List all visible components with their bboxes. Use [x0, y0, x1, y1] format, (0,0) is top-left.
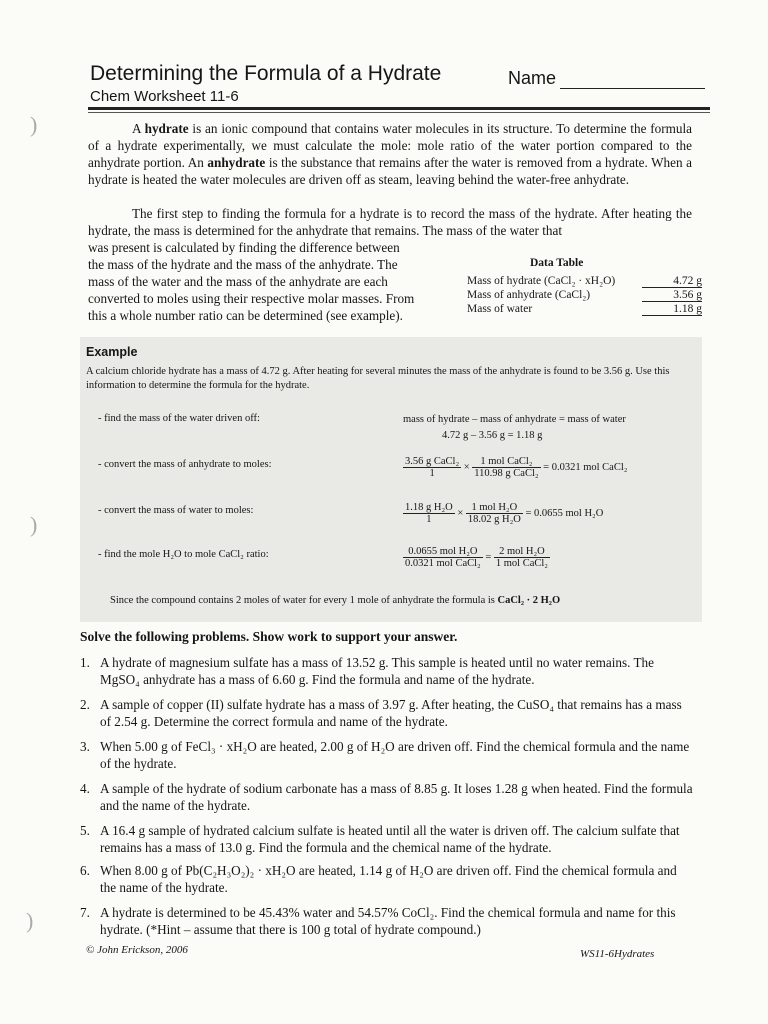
- data-table-row: [467, 289, 702, 302]
- binder-hole-mark: ): [30, 112, 38, 137]
- intro-paragraph-1: A hydrate is an ionic compound that contains water molecules in its structure. To determine the formula of a hydrate experimentally, we must calculate the mole: mole ratio of the water portion compared to the anhydrate portion. An anhydrate is the substance that remains after the water is removed from a hydrate. When a hydrate is heated the water molecules are driven off as steam, leaving behind the water-free anhydrate.: [88, 121, 692, 187]
- problem-item: 2. A sample of copper (II) sulfate hydrate has a mass of 3.97 g. After heating, the CuSO₄ that remains has a mass of 2.54 g. Determine the correct formula and name of the hydrate.: [80, 697, 682, 729]
- worksheet-title: Determining the Formula of a Hydrate: [90, 62, 442, 85]
- problem-item: 1. A hydrate of magnesium sulfate has a mass of 13.52 g. This sample is heated until no water remains. The MgSO₄ anhydrate has a mass of 6.60 g. Find the formula and name of the hydrate.: [80, 655, 654, 687]
- example-heading: Example: [86, 345, 138, 359]
- data-table-value: 1.18 g: [642, 303, 702, 316]
- mole-ratio-calc: $\frac{\text{0.0655 mol H₂O}}{\text{0.0321 mol CaCl₂}}$ = $\frac{\text{2 mol H₂O}}{\text{1 mol CaCl₂}}$: [405, 546, 548, 569]
- data-table-value: 4.72 g: [642, 275, 702, 288]
- name-field: [508, 68, 705, 89]
- data-table-label: Mass of water: [467, 303, 533, 315]
- data-table-value: 3.56 g: [642, 289, 702, 302]
- example-step-1: - find the mass of the water driven off:: [98, 413, 260, 424]
- data-table-label: Mass of anhydrate (CaCl₂): [467, 289, 591, 301]
- term-hydrate: hydrate: [144, 121, 189, 136]
- data-table-row: [467, 303, 702, 316]
- water-moles-calc: $\frac{\text{1.18 g H₂O}}{1}$ × $\frac{\text{1 mol H₂O}}{\text{18.02 g H₂O}}$ = 0.0655 mol H₂O: [405, 502, 604, 525]
- water-mass-result: 4.72 g – 3.56 g = 1.18 g: [442, 430, 543, 441]
- problem-item: 5. A 16.4 g sample of hydrated calcium sulfate is heated until all the water is driven off. The calcium sulfate that remains has a mass of 13.0 g. Find the formula and the chemical name of the hydrate.: [80, 823, 680, 855]
- worksheet-subtitle: Chem Worksheet 11-6: [90, 88, 239, 105]
- intro-paragraph-2-line-5: this a whole number ratio can be determined (see example).: [88, 308, 403, 323]
- problem-item: 7. A hydrate is determined to be 45.43% water and 54.57% CoCl₂. Find the chemical formula and name for this hydrate. (*Hint – assume that there is 100 g total of hydrate compound.): [80, 905, 676, 937]
- problems-heading: Solve the following problems. Show work to support your answer.: [80, 629, 458, 644]
- example-conclusion: Since the compound contains 2 moles of water for every 1 mole of anhydrate the formula is CaCl₂ · 2 H₂O: [110, 595, 561, 606]
- hydrate-formula: CaCl₂ · 2 H₂O: [497, 595, 561, 606]
- data-table-title: Data Table: [530, 257, 584, 269]
- problem-item: 4. A sample of the hydrate of sodium carbonate has a mass of 8.85 g. It loses 1.28 g when heated. Find the formula and the name of the hydrate.: [80, 781, 693, 813]
- data-table-label: Mass of hydrate (CaCl₂ · xH₂O): [467, 275, 616, 287]
- intro-paragraph-2-line-4: converted to moles using their respective molar masses. From: [88, 291, 415, 306]
- water-mass-equation: mass of hydrate – mass of anhydrate = mass of water: [403, 414, 626, 425]
- problem-item: 3. When 5.00 g of FeCl₃ · xH₂O are heated, 2.00 g of H₂O are driven off. Find the chemical formula and the name of the hydrate.: [80, 739, 690, 771]
- header-rule-thick: [88, 107, 710, 110]
- term-anhydrate: anhydrate: [207, 155, 266, 170]
- data-table-row: [467, 275, 702, 288]
- intro-paragraph-2-line-1: was present is calculated by finding the difference between: [88, 240, 400, 255]
- copyright-footer: © John Erickson, 2006: [86, 944, 188, 956]
- example-step-4: - find the mole H₂O to mole CaCl₂ ratio:: [98, 549, 269, 560]
- intro-paragraph-2: The first step to finding the formula for a hydrate is to record the mass of the hydrate. After heating the hydrate, the mass is determined for the anhydrate that remains. The mass of the water that: [88, 206, 692, 238]
- header-rule-thin: [88, 112, 710, 113]
- example-step-3: - convert the mass of water to moles:: [98, 505, 254, 516]
- example-text: A calcium chloride hydrate has a mass of 4.72 g. After heating for several minutes the mass of the anhydrate is found to be 3.56 g. Use this information to determine the formula for the hydrate.: [86, 366, 670, 391]
- name-label: Name: [508, 68, 557, 88]
- anhydrate-moles-calc: $\frac{\text{3.56 g CaCl₂}}{1}$ × $\frac{\text{1 mol CaCl₂}}{\text{110.98 g CaCl₂}}$ = 0.0321 mol CaCl₂: [405, 456, 628, 479]
- worksheet-code-footer: WS11-6Hydrates: [580, 948, 655, 960]
- intro-paragraph-2-line-3: mass of the water and the mass of the anhydrate are each: [88, 274, 388, 289]
- binder-hole-mark: ): [26, 908, 34, 933]
- example-step-2: - convert the mass of anhydrate to moles:: [98, 459, 272, 470]
- name-blank-line: [560, 70, 705, 89]
- problem-item: 6. When 8.00 g of Pb(C₂H₃O₂)₂ · xH₂O are heated, 1.14 g of H₂O are driven off. Find the chemical formula and the name of the hydrate.: [80, 863, 677, 895]
- binder-hole-mark: ): [30, 512, 38, 537]
- intro-paragraph-2-line-2: the mass of the hydrate and the mass of the anhydrate. The: [88, 257, 398, 272]
